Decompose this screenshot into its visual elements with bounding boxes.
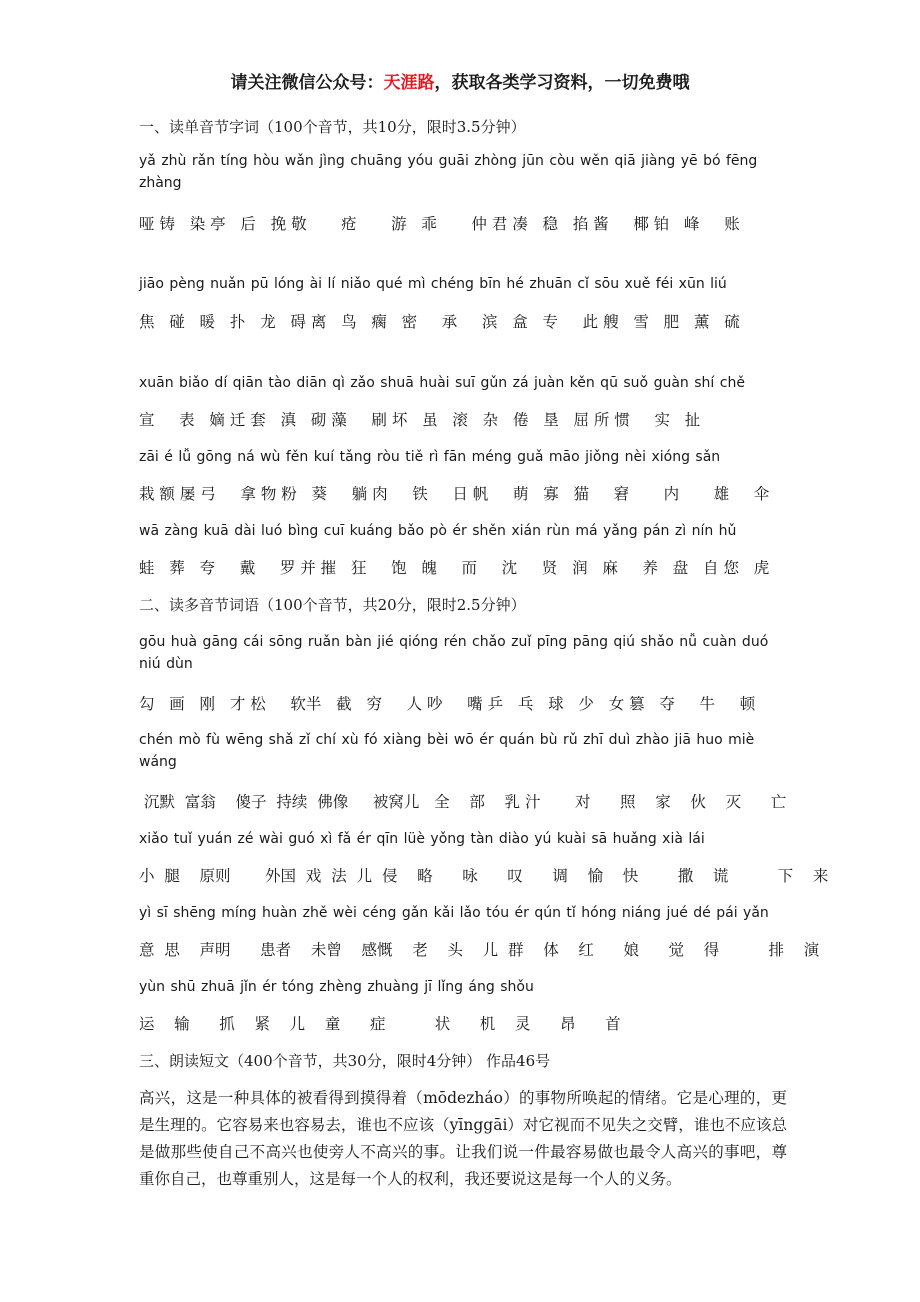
section-2-hanzi-line-2: 沉默 富翁 傻子 持续 佛像 被窝儿 全 部 乳 汁 对 照 家 伙 灭 亡 — [139, 793, 787, 811]
section-1-pinyin-line-2: jiāo pèng nuǎn pū lóng ài lí niǎo qué mì chéng bīn hé zhuān cǐ sōu xuě féi xūn liú — [139, 276, 727, 292]
section-2-hanzi-line-4: 意 思 声明 患者 未曾 感慨 老 头 儿 群 体 红 娘 觉 得 排 演 — [139, 941, 820, 959]
section-1-hanzi-line-5: 蛙 葬 夸 戴 罗 并 摧 狂 饱 魄 而 沈 贤 润 麻 养 盘 自 您 虎 — [139, 559, 770, 577]
section-2-hanzi-line-1: 勾 画 刚 才 松 软半 截 穷 人 吵 嘴 乒 乓 球 少 女 篡 夺 牛 顿 — [139, 695, 756, 713]
section-1-pinyin-line-4: zāi é lǚ gōng ná wù fěn kuí tǎng ròu tiě rì fān méng guǎ māo jiǒng nèi xióng sǎn — [139, 449, 721, 465]
section-1-hanzi-line-4: 栽 额 屡 弓 拿 物 粉 葵 躺 肉 铁 日 帆 萌 寡 猫 窘 内 雄 伞 — [139, 485, 770, 503]
section-1-title: 一、读单音节字词（100个音节，共10分，限时3.5分钟） — [139, 118, 526, 136]
section-2-title: 二、读多音节词语（100个音节，共20分，限时2.5分钟） — [139, 596, 526, 614]
section-1-hanzi-line-1: 哑 铸 染 亭 后 挽 敬 疮 游 乖 仲 君 凑 稳 掐 酱 椰 铂 峰 账 — [139, 215, 740, 233]
header-accent-text: 天涯路 — [383, 73, 435, 93]
section-1-hanzi-line-2: 焦 碰 暖 扑 龙 碍 离 鸟 瘸 密 承 滨 盒 专 此 艘 雪 肥 薰 硫 — [139, 313, 740, 331]
section-1-hanzi-line-3: 宣 表 嫡 迁 套 滇 砌 藻 刷 坏 虽 滚 杂 倦 垦 屈 所 惯 实 扯 — [139, 411, 701, 429]
section-2-hanzi-line-3: 小 腿 原则 外国 戏 法 儿 侵 略 咏 叹 调 愉 快 撒 谎 下 来 — [139, 867, 829, 885]
section-2-hanzi-line-5: 运 输 抓 紧 儿 童 症 状 机 灵 昂 首 — [139, 1015, 621, 1033]
section-1-pinyin-line-5: wā zàng kuā dài luó bìng cuī kuáng bǎo pò ér shěn xián rùn má yǎng pán zì nín hǔ — [139, 523, 737, 539]
page-header — [0, 68, 920, 93]
section-2-pinyin-line-4: yì sī shēng míng huàn zhě wèi céng gǎn kǎi lǎo tóu ér qún tǐ hóng niáng jué dé pái yǎn — [139, 905, 769, 921]
section-2-pinyin-line-1: gōu huà gāng cái sōng ruǎn bàn jié qióng rén chǎo zuǐ pīng pāng qiú shǎo nǚ cuàn duó niú dùn — [139, 634, 769, 672]
section-1-pinyin-line-1: yǎ zhù rǎn tíng hòu wǎn jìng chuāng yóu guāi zhòng jūn còu wěn qiā jiàng yē bó fēng zhàng — [139, 153, 758, 191]
header-text-before: 请关注微信公众号： — [230, 73, 384, 93]
section-2-pinyin-line-2: chén mò fù wēng shǎ zǐ chí xù fó xiàng bèi wō ér quán bù rǔ zhī duì zhào jiā huo miè wáng — [139, 732, 755, 770]
header-text-after: ，获取各类学习资料，一切免费哦 — [434, 73, 690, 93]
section-3-title: 三、朗读短文（400个音节，共30分，限时4分钟） 作品46号 — [139, 1052, 551, 1070]
section-2-pinyin-line-5: yùn shū zhuā jǐn ér tóng zhèng zhuàng jī lǐng áng shǒu — [139, 979, 534, 995]
reading-passage: 高兴，这是一种具体的被看得到摸得着（mōdezháo）的事物所唤起的情绪。它是心理的，更是生理的。它容易来也容易去，谁也不应该（yīnggāi）对它视而不见失之交臂，谁也不应该总是做那些使自己不高兴也使旁人不高兴的事。让我们说一件最容易做也最令人高兴的事吧，尊重你自己，也尊重别人，这是每一个人的权利，我还要说这是每一个人的义务。 — [139, 1089, 787, 1188]
section-1-pinyin-line-3: xuān biǎo dí qiān tào diān qì zǎo shuā huài suī gǔn zá juàn kěn qū suǒ guàn shí chě — [139, 375, 745, 391]
section-2-pinyin-line-3: xiǎo tuǐ yuán zé wài guó xì fǎ ér qīn lüè yǒng tàn diào yú kuài sā huǎng xià lái — [139, 831, 705, 847]
